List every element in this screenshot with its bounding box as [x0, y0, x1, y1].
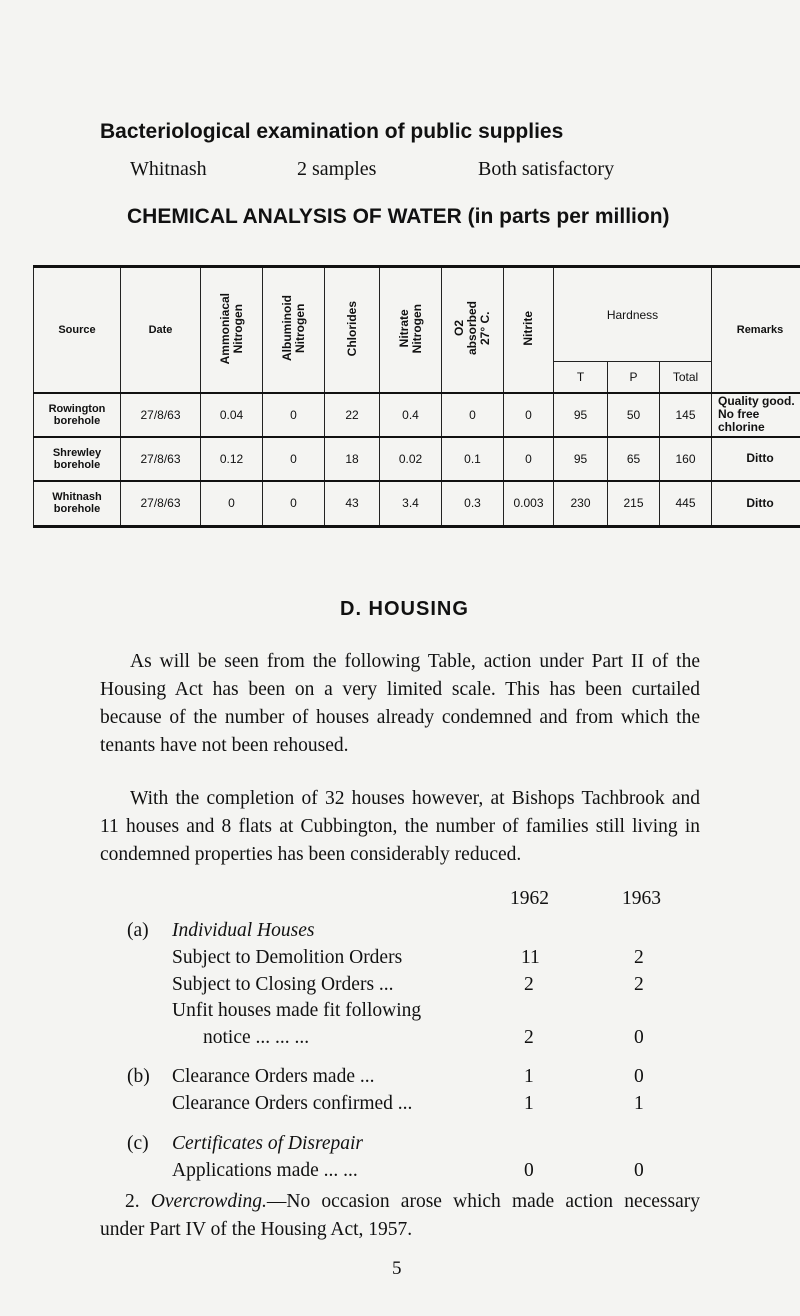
row-date: 27/8/63	[121, 393, 201, 437]
row-date: 27/8/63	[121, 481, 201, 527]
list-item: Clearance Orders made ...	[172, 1066, 375, 1087]
value-1962: 2	[524, 974, 534, 995]
col-date: Date	[121, 267, 201, 393]
row-t: 95	[554, 393, 608, 437]
row-nitrate: 0.02	[380, 437, 442, 481]
overcrowding-number: 2.	[125, 1191, 140, 1212]
row-nitrate: 3.4	[380, 481, 442, 527]
row-o2: 0.1	[442, 437, 504, 481]
value-1962: 1	[524, 1066, 534, 1087]
row-chlorides: 22	[325, 393, 380, 437]
col-nitrate: Nitrate Nitrogen	[396, 303, 424, 353]
bacteriological-place: Whitnash	[130, 158, 207, 180]
col-hardness-p: P	[608, 362, 660, 393]
housing-paragraph-2: With the completion of 32 houses however, at Bishops Tachbrook and 11 houses and 8 flats at Cubbington, the number of families still living in condemned properties has been considerably reduced.	[100, 788, 700, 865]
col-remarks: Remarks	[712, 267, 800, 393]
col-hardness-t: T	[554, 362, 608, 393]
row-source: Shrewley borehole	[34, 437, 121, 481]
table-row	[34, 437, 800, 481]
value-1963: 2	[634, 974, 644, 995]
overcrowding-text: —No occasion arose which made action necessary under Part IV of the Housing Act, 1957.	[100, 1191, 701, 1240]
value-1962: 2	[524, 1027, 534, 1048]
col-nitrite: Nitrite	[521, 310, 535, 346]
value-1962: 1	[524, 1093, 534, 1114]
col-hardness-total: Total	[660, 362, 712, 393]
col-ammoniacal: Ammoniacal Nitrogen	[217, 292, 245, 364]
list-item: notice ... ... ...	[203, 1027, 310, 1048]
row-nitrite: 0	[504, 393, 554, 437]
value-1963: 0	[634, 1066, 644, 1087]
row-date: 27/8/63	[121, 437, 201, 481]
table-row	[34, 481, 800, 527]
value-1963: 0	[634, 1027, 644, 1048]
value-1962: 0	[524, 1160, 534, 1181]
row-t: 230	[554, 481, 608, 527]
chemical-analysis-table	[33, 265, 800, 528]
value-1963: 0	[634, 1160, 644, 1181]
bacteriological-title: Bacteriological examination of public supplies	[100, 120, 564, 143]
col-albuminoid: Albuminoid Nitrogen	[279, 295, 307, 362]
section-b-label: (b)	[127, 1066, 150, 1087]
section-c-label: (c)	[127, 1133, 149, 1154]
row-chlorides: 18	[325, 437, 380, 481]
row-p: 215	[608, 481, 660, 527]
chemical-analysis-title: CHEMICAL ANALYSIS OF WATER (in parts per million)	[127, 205, 670, 228]
row-p: 50	[608, 393, 660, 437]
row-o2: 0	[442, 393, 504, 437]
row-nitrite: 0	[504, 437, 554, 481]
col-source: Source	[34, 267, 121, 393]
row-chlorides: 43	[325, 481, 380, 527]
housing-paragraph-1: As will be seen from the following Table, action under Part II of the Housing Act has been on a very limited scale. This has been curtailed because of the number of houses already condemned and from which the tenants have not been rehoused.	[100, 651, 700, 756]
col-chlorides: Chlorides	[344, 300, 359, 356]
overcrowding-paragraph	[100, 1188, 700, 1244]
row-ammoniacal: 0.04	[201, 393, 263, 437]
bacteriological-samples: 2 samples	[297, 158, 377, 180]
overcrowding-title: Overcrowding.	[150, 1191, 267, 1212]
bacteriological-result: Both satisfactory	[478, 158, 615, 180]
row-p: 65	[608, 437, 660, 481]
col-hardness: Hardness	[554, 267, 712, 362]
row-remarks: Ditto	[712, 481, 800, 527]
row-albuminoid: 0	[263, 481, 325, 527]
row-t: 95	[554, 437, 608, 481]
housing-title: D. HOUSING	[340, 598, 469, 620]
row-remarks: Quality good. No free chlorine	[712, 393, 800, 437]
list-item: Unfit houses made fit following	[172, 1000, 422, 1021]
list-item: Clearance Orders confirmed ...	[172, 1093, 413, 1114]
year-1962: 1962	[510, 888, 549, 909]
row-total: 145	[660, 393, 712, 437]
row-source: Whitnash borehole	[34, 481, 121, 527]
row-ammoniacal: 0	[201, 481, 263, 527]
list-item: Subject to Demolition Orders	[172, 947, 403, 968]
section-a-label: (a)	[127, 920, 149, 941]
row-nitrate: 0.4	[380, 393, 442, 437]
list-item: Subject to Closing Orders ...	[172, 974, 394, 995]
year-1963: 1963	[622, 888, 661, 909]
value-1962: 11	[521, 947, 540, 968]
table-row	[34, 393, 800, 437]
section-a-title: Individual Houses	[172, 920, 315, 941]
row-albuminoid: 0	[263, 393, 325, 437]
row-nitrite: 0.003	[504, 481, 554, 527]
row-albuminoid: 0	[263, 437, 325, 481]
row-ammoniacal: 0.12	[201, 437, 263, 481]
value-1963: 1	[634, 1093, 644, 1114]
row-total: 445	[660, 481, 712, 527]
row-total: 160	[660, 437, 712, 481]
section-c-title: Certificates of Disrepair	[172, 1133, 364, 1154]
row-o2: 0.3	[442, 481, 504, 527]
col-o2-absorbed: O2 absorbed 27° C.	[452, 301, 492, 356]
row-source: Rowington borehole	[34, 393, 121, 437]
list-item: Applications made ... ...	[172, 1160, 358, 1181]
value-1963: 2	[634, 947, 644, 968]
page-number: 5	[392, 1258, 402, 1279]
row-remarks: Ditto	[712, 437, 800, 481]
